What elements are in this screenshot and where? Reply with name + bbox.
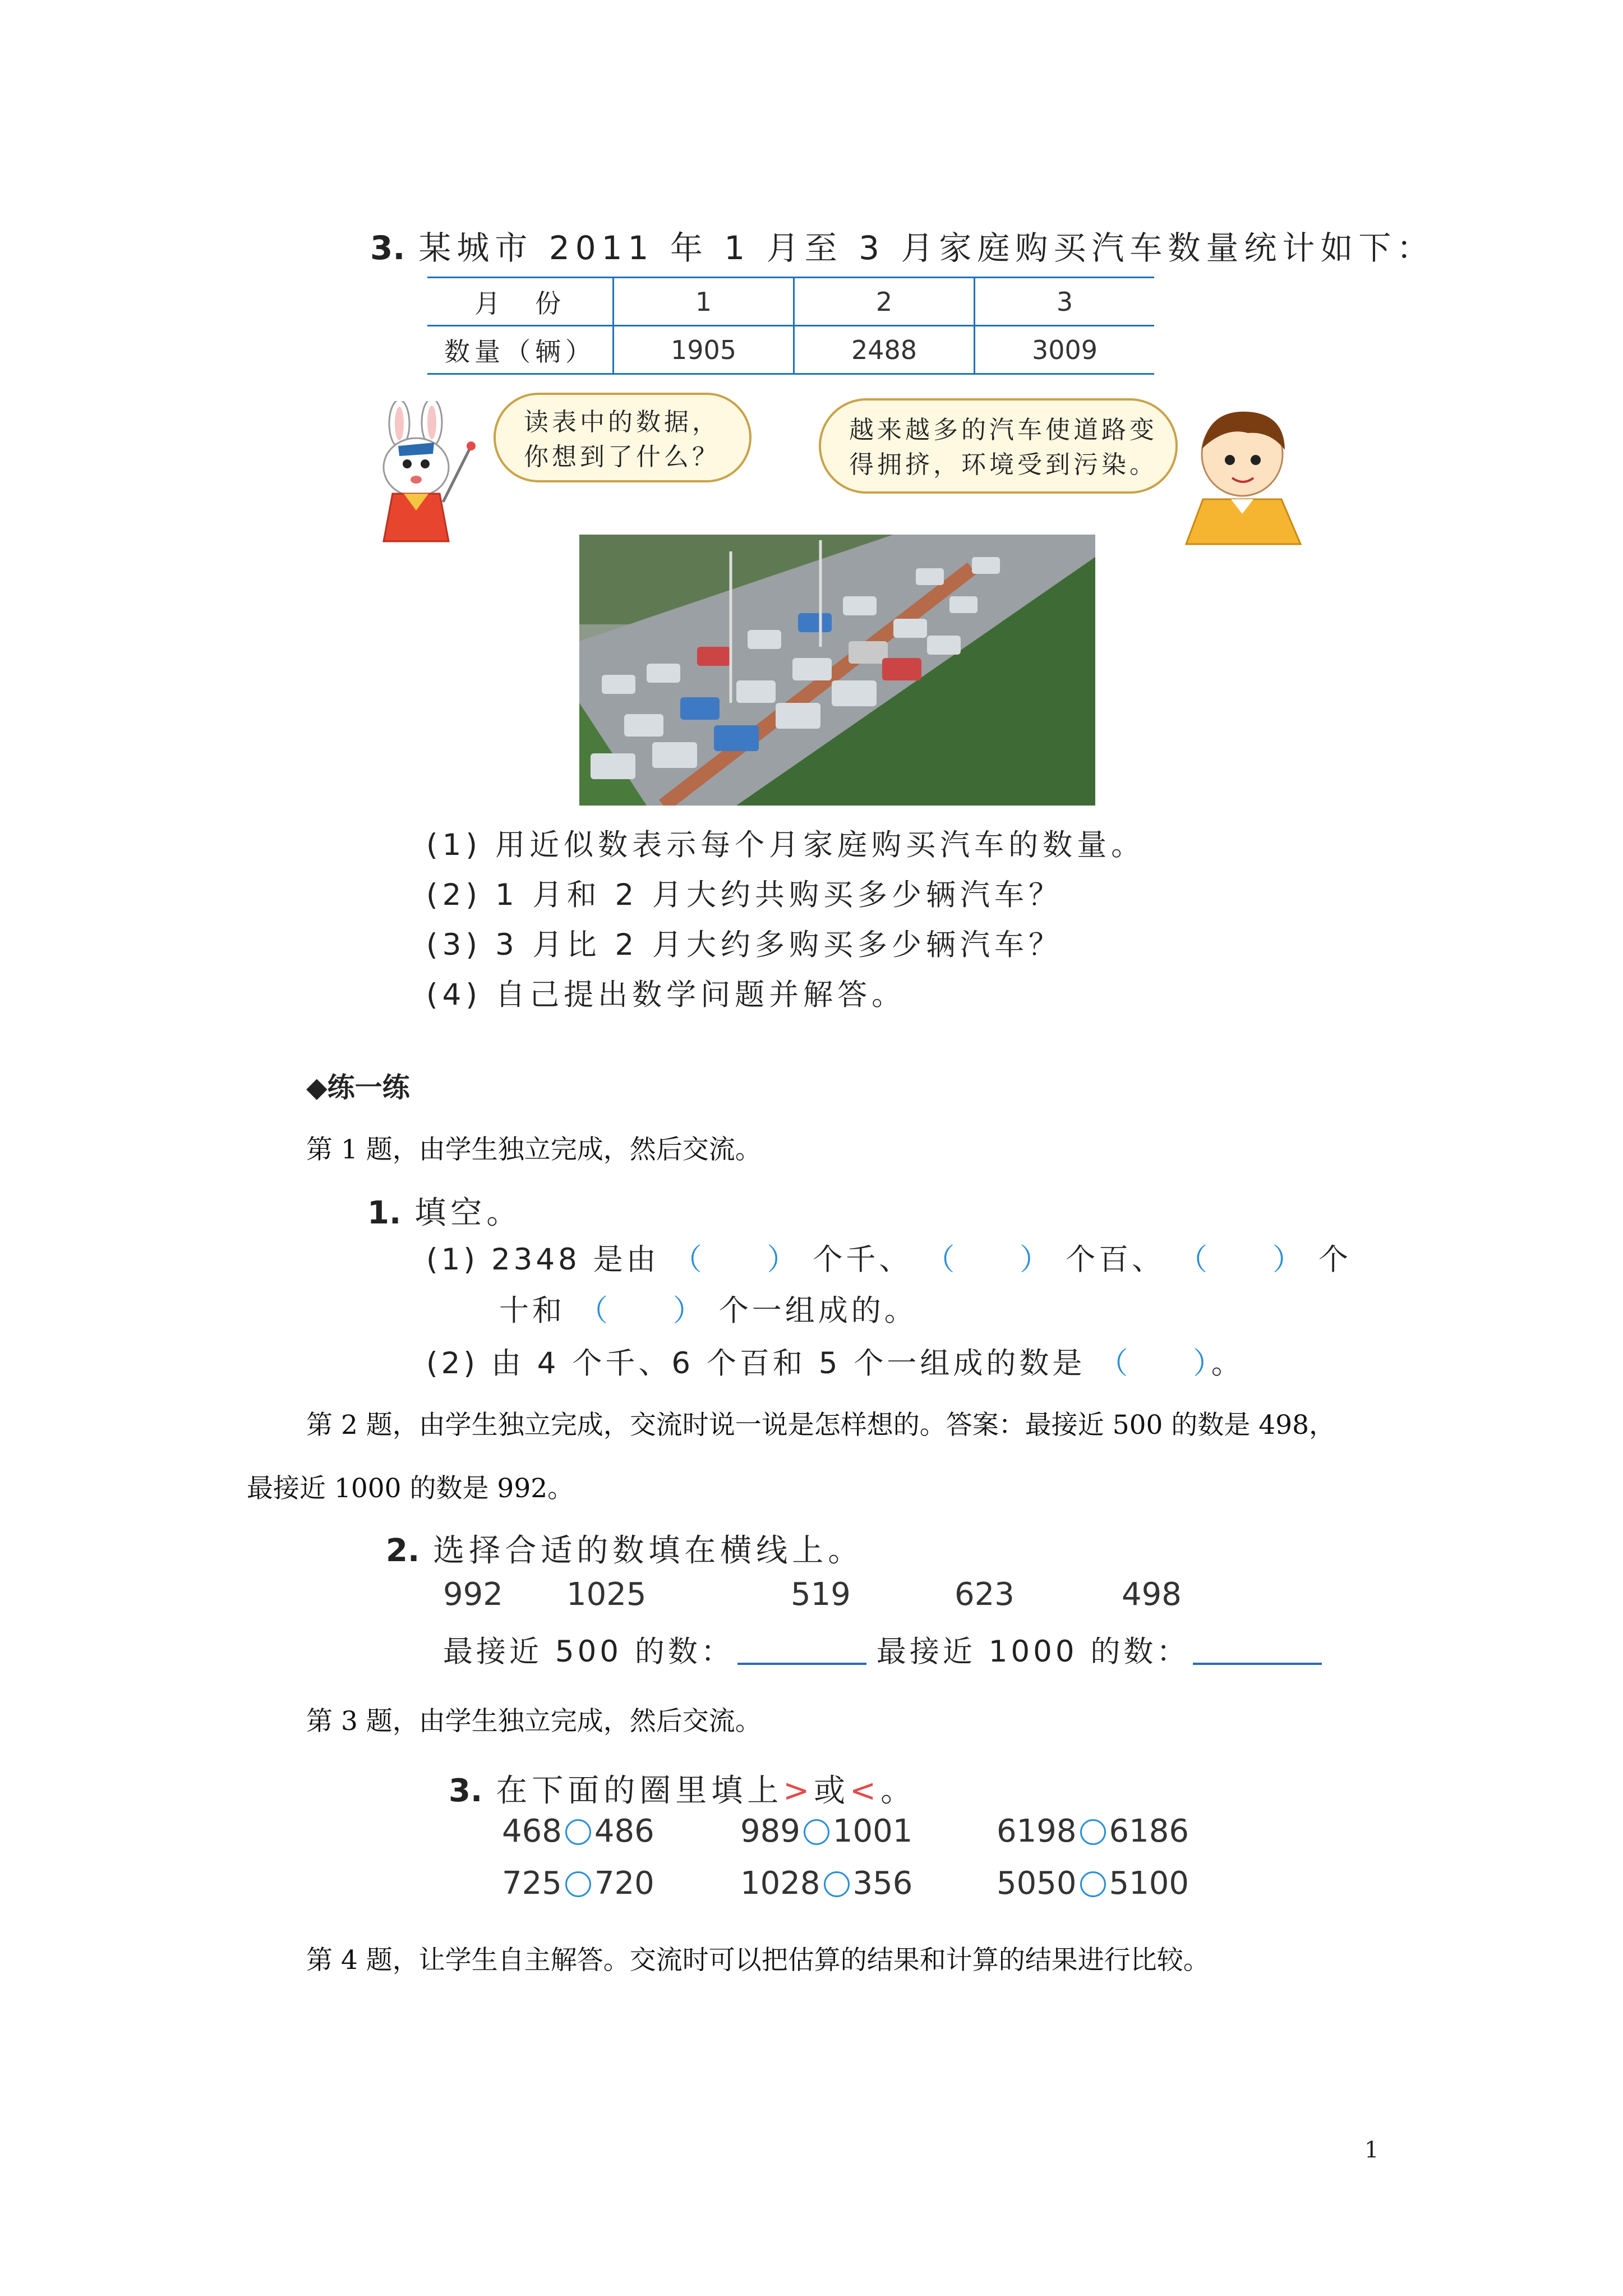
question-item xyxy=(426,820,1145,870)
right-number: 1001 xyxy=(832,1813,913,1849)
number-option: 498 xyxy=(1122,1576,1182,1613)
right-number: 6186 xyxy=(1109,1813,1189,1849)
question-text: 1 月和 2 月大约共购买多少辆汽车？ xyxy=(495,878,1063,912)
item-number: (1) xyxy=(426,1243,479,1277)
number-option: 623 xyxy=(955,1576,1015,1613)
answer-blank[interactable] xyxy=(1193,1663,1322,1665)
text: 个千、 xyxy=(813,1243,912,1277)
compare-circle[interactable] xyxy=(565,1871,591,1897)
paren-close: ） xyxy=(1272,1243,1306,1277)
number-option: 519 xyxy=(791,1576,851,1613)
text: 由 4 个千、6 个百和 5 个一组成的数是 xyxy=(491,1346,1086,1381)
question-item xyxy=(426,870,1145,920)
compare-circle[interactable] xyxy=(565,1819,591,1845)
number-option: 1025 xyxy=(566,1576,647,1613)
question-number: (1) xyxy=(426,828,482,862)
comparison-item xyxy=(502,1813,654,1849)
left-number: 468 xyxy=(502,1813,562,1849)
table-header-cell: 月 份 xyxy=(427,278,614,326)
teacher-note: 第 4 题，让学生自主解答。交流时可以把估算的结果和计算的结果进行比较。 xyxy=(306,1945,1210,1976)
question-item xyxy=(426,920,1145,970)
answer-label: 最接近 1000 的数： xyxy=(876,1635,1190,1669)
text: 个一组成的。 xyxy=(718,1294,917,1328)
comparison-item xyxy=(997,1813,1189,1849)
compare-circle[interactable] xyxy=(1080,1819,1106,1845)
exercise-text: 。 xyxy=(880,1773,917,1809)
exercise-text: 或 xyxy=(814,1773,850,1809)
statistics-table xyxy=(427,277,1154,375)
question-number: (2) xyxy=(426,878,482,912)
left-number: 6198 xyxy=(997,1813,1077,1849)
paren-open: （ xyxy=(925,1243,958,1277)
comparison-item xyxy=(740,1813,912,1849)
text: 2348 是由 xyxy=(491,1243,660,1277)
text: 个 xyxy=(1318,1243,1352,1277)
bubble-line: 读表中的数据， xyxy=(524,408,720,436)
section-heading: ◆练一练 xyxy=(306,1071,410,1103)
less-than-sign: < xyxy=(850,1773,881,1809)
problem-3-title xyxy=(370,222,1435,269)
right-number: 720 xyxy=(594,1865,654,1902)
page-number: 1 xyxy=(1364,2137,1379,2163)
table-cell: 3 xyxy=(975,278,1155,326)
left-number: 989 xyxy=(740,1813,800,1849)
table-row xyxy=(427,278,1154,326)
boy-character-illustration xyxy=(1181,404,1310,547)
exercise-1-line-1 xyxy=(426,1236,1352,1278)
table-cell: 3009 xyxy=(975,326,1155,374)
right-number: 486 xyxy=(594,1813,654,1849)
item-number: (2) xyxy=(426,1346,479,1381)
teacher-note: 最接近 1000 的数是 992。 xyxy=(247,1473,574,1504)
comparison-item xyxy=(997,1865,1189,1902)
paren-open: （ xyxy=(1177,1243,1211,1277)
question-item xyxy=(426,970,1145,1020)
number-option: 992 xyxy=(443,1576,503,1613)
paren-close: ） xyxy=(1020,1243,1053,1277)
problem-number: 3. xyxy=(370,229,405,267)
compare-circle[interactable] xyxy=(804,1819,829,1845)
speech-bubble-left xyxy=(494,393,751,482)
exercise-text: 在下面的圈里填上 xyxy=(496,1773,783,1809)
text: 。 xyxy=(1211,1346,1244,1381)
text: 个百、 xyxy=(1066,1243,1165,1277)
exercise-text: 选择合适的数填在横线上。 xyxy=(433,1533,864,1569)
comparison-item xyxy=(740,1865,912,1902)
table-header-cell: 数量（辆） xyxy=(427,326,614,374)
question-text: 用近似数表示每个月家庭购买汽车的数量。 xyxy=(495,828,1146,862)
greater-than-sign: > xyxy=(783,1773,814,1809)
table-cell: 2488 xyxy=(794,326,975,374)
paren-close: ） xyxy=(767,1243,800,1277)
exercise-1-title xyxy=(367,1188,522,1233)
compare-circle[interactable] xyxy=(824,1871,850,1897)
bubble-line: 越来越多的汽车使道路变 xyxy=(849,416,1158,444)
left-number: 1028 xyxy=(740,1865,820,1902)
exercise-text: 填空。 xyxy=(414,1195,523,1231)
bubble-line: 你想到了什么？ xyxy=(524,443,720,471)
exercise-1-line-2 xyxy=(499,1287,917,1329)
bubble-line: 得拥挤，环境受到污染。 xyxy=(849,450,1158,479)
table-cell: 1 xyxy=(614,278,794,326)
question-number: (4) xyxy=(426,978,482,1012)
paren-close: ） xyxy=(672,1294,706,1328)
exercise-number: 2. xyxy=(386,1533,420,1569)
exercise-3-title xyxy=(449,1766,916,1811)
question-number: (3) xyxy=(426,928,482,962)
right-number: 356 xyxy=(852,1865,913,1902)
comparison-item xyxy=(502,1865,654,1902)
question-text: 3 月比 2 月大约多购买多少辆汽车？ xyxy=(495,928,1063,962)
answer-label: 最接近 500 的数： xyxy=(443,1635,734,1669)
paren-close: ） xyxy=(1193,1346,1211,1381)
paren-open: （ xyxy=(1098,1346,1132,1381)
teacher-note: 第 1 题，由学生独立完成，然后交流。 xyxy=(306,1134,762,1165)
exercise-1-line-3 xyxy=(426,1340,1244,1382)
table-cell: 2 xyxy=(794,278,975,326)
table-row xyxy=(427,326,1154,374)
left-number: 5050 xyxy=(997,1865,1077,1902)
exercise-2-answer-line xyxy=(443,1628,1332,1671)
problem-text: 某城市 2011 年 1 月至 3 月家庭购买汽车数量统计如下： xyxy=(418,229,1435,267)
right-number: 5100 xyxy=(1109,1865,1189,1902)
text: 十和 xyxy=(499,1294,565,1328)
teacher-note: 第 3 题，由学生独立完成，然后交流。 xyxy=(306,1706,762,1737)
paren-open: （ xyxy=(672,1243,706,1277)
table-cell: 1905 xyxy=(614,326,794,374)
teacher-note: 第 2 题，由学生独立完成，交流时说一说是怎样想的。答案：最接近 500 的数是 498， xyxy=(306,1410,1336,1441)
answer-blank[interactable] xyxy=(737,1663,866,1665)
problem-3-questions xyxy=(426,820,1145,1020)
rabbit-character-illustration xyxy=(365,401,477,550)
left-number: 725 xyxy=(502,1865,562,1902)
exercise-number: 3. xyxy=(449,1773,483,1809)
speech-bubble-right xyxy=(819,398,1178,494)
question-text: 自己提出数学问题并解答。 xyxy=(495,978,906,1012)
exercise-2-title xyxy=(386,1526,864,1571)
traffic-jam-photo xyxy=(579,535,1095,806)
compare-circle[interactable] xyxy=(1080,1871,1106,1897)
paren-open: （ xyxy=(578,1294,611,1328)
exercise-number: 1. xyxy=(367,1195,402,1231)
